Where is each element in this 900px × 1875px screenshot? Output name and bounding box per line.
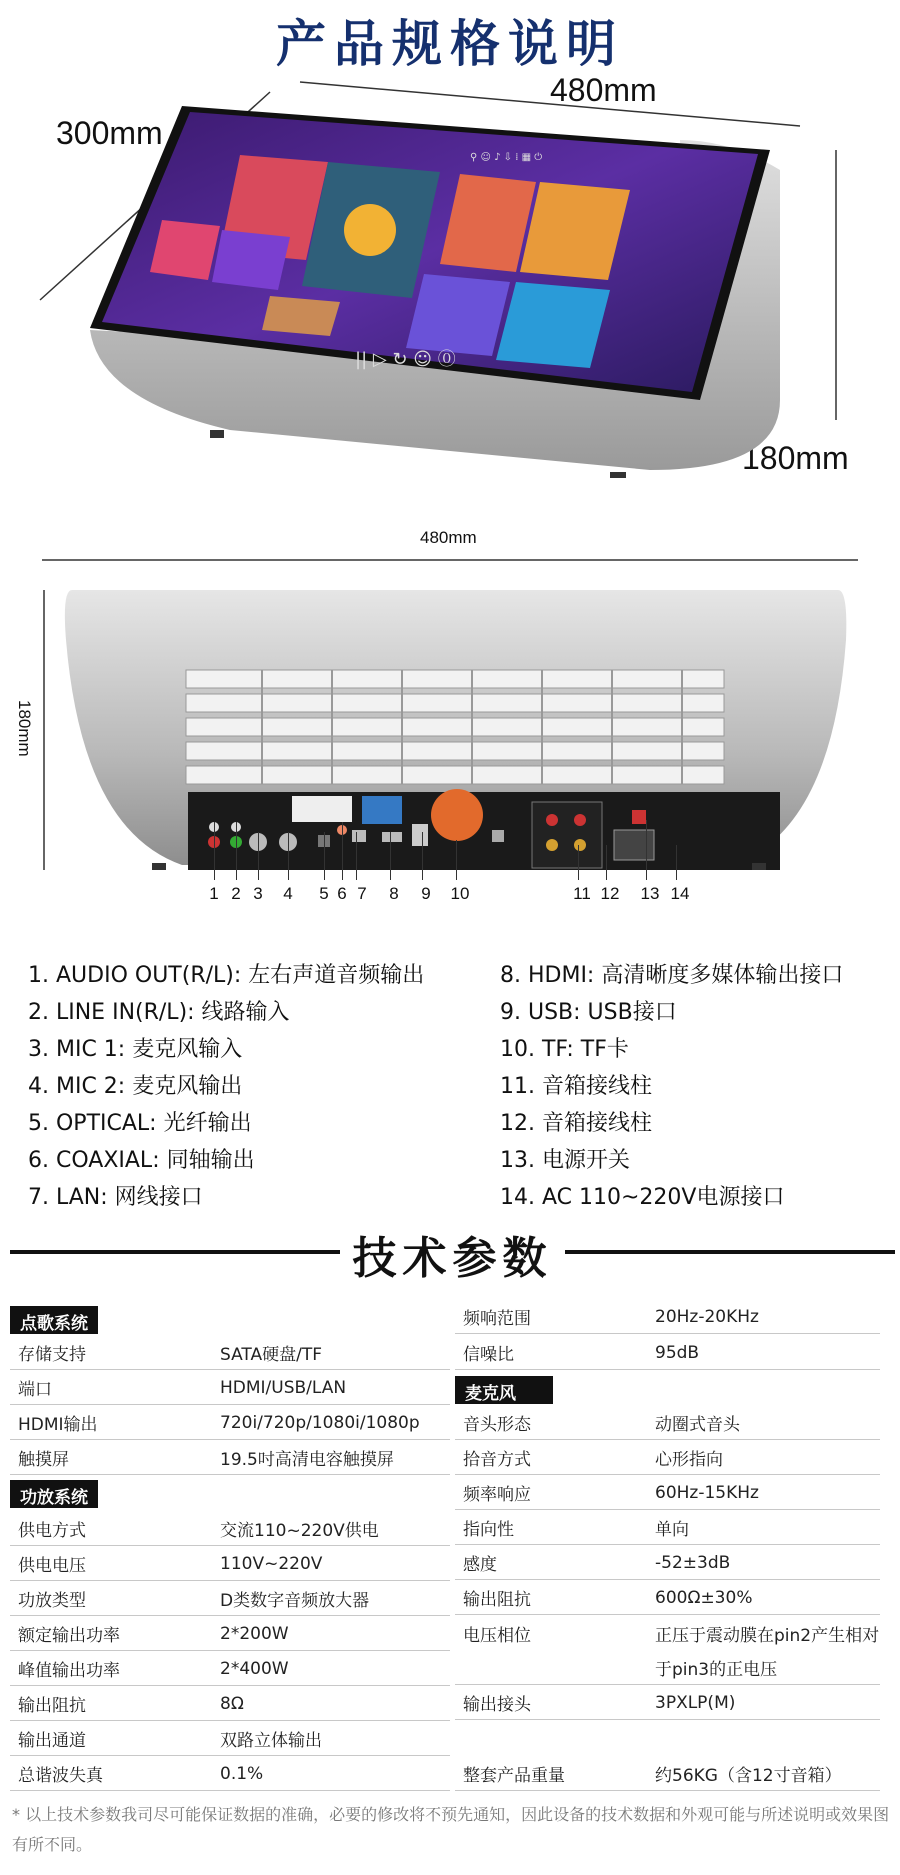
spec-key: 指向性 bbox=[463, 1520, 514, 1540]
spec-key: 存储支持 bbox=[18, 1345, 86, 1365]
port-number: 4 bbox=[283, 884, 293, 903]
spec-key: 峰值输出功率 bbox=[18, 1661, 120, 1681]
table-row bbox=[455, 1336, 880, 1370]
table-row bbox=[10, 1336, 450, 1370]
footnote: * 以上技术参数我司尽可能保证数据的准确，必要的修改将不预先通知，因此设备的技术数据和外观可能与所述说明或效果图有所不同。 bbox=[12, 1805, 890, 1854]
spec-key: 输出阻抗 bbox=[463, 1590, 531, 1610]
table-row bbox=[10, 1617, 450, 1651]
spec-value: 720i/720p/1080i/1080p bbox=[220, 1412, 420, 1433]
spec-key: 输出接头 bbox=[463, 1695, 531, 1715]
spec-key: 电压相位 bbox=[463, 1625, 531, 1646]
table-row bbox=[10, 1371, 450, 1405]
feature-item: 8. HDMI: 高清晰度多媒体输出接口 bbox=[500, 963, 844, 988]
spec-value: 60Hz-15KHz bbox=[655, 1482, 759, 1503]
spec-value: 心形指向 bbox=[655, 1450, 723, 1470]
spec-value: 95dB bbox=[655, 1342, 700, 1363]
table-row bbox=[10, 1722, 450, 1756]
leader-12 bbox=[606, 845, 607, 880]
table-row bbox=[455, 1721, 880, 1755]
table-row bbox=[10, 1441, 450, 1475]
section-title: 技术参数 bbox=[352, 1233, 553, 1284]
spec-value: 110V~220V bbox=[220, 1553, 323, 1574]
feature-item: 6. COAXIAL: 同轴输出 bbox=[28, 1148, 255, 1173]
spec-value: 19.5吋高清电容触摸屏 bbox=[220, 1450, 394, 1470]
table-row bbox=[455, 1581, 880, 1615]
back-width-label: 480mm bbox=[420, 528, 477, 547]
spec-value: 8Ω bbox=[220, 1693, 244, 1714]
spec-value: 2*200W bbox=[220, 1623, 289, 1644]
leader-10 bbox=[456, 840, 457, 880]
table-row bbox=[455, 1441, 880, 1475]
feature-item: 14. AC 110~220V电源接口 bbox=[500, 1185, 785, 1210]
feature-item: 2. LINE IN(R/L): 线路输入 bbox=[28, 1000, 290, 1025]
spec-value: -52±3dB bbox=[655, 1552, 731, 1573]
front-width-label: 480mm bbox=[550, 72, 657, 108]
port-number: 9 bbox=[421, 884, 431, 903]
table-row bbox=[10, 1582, 450, 1616]
category-label: 点歌系统 bbox=[10, 1306, 98, 1334]
svg-text:|| ▷ ↻ ☺ ⓪: || ▷ ↻ ☺ ⓪ bbox=[355, 349, 456, 370]
table-row bbox=[10, 1547, 450, 1581]
leader-1 bbox=[214, 822, 215, 880]
table-row bbox=[455, 1476, 880, 1510]
table-row bbox=[455, 1300, 880, 1334]
divider bbox=[565, 1250, 895, 1254]
spec-key: 总谐波失真 bbox=[18, 1766, 103, 1786]
spec-value: 双路立体输出 bbox=[220, 1731, 322, 1751]
table-row bbox=[10, 1757, 450, 1791]
spec-key: 供电方式 bbox=[18, 1521, 86, 1541]
spec-value: 3PXLP(M) bbox=[655, 1692, 736, 1713]
spec-key: 音头形态 bbox=[463, 1415, 531, 1435]
table-row bbox=[455, 1616, 880, 1650]
port-number: 2 bbox=[231, 884, 241, 903]
spec-value: 交流110~220V供电 bbox=[220, 1521, 379, 1541]
spec-key: 整套产品重量 bbox=[463, 1766, 565, 1786]
port-number: 1 bbox=[209, 884, 219, 903]
spec-key: 端口 bbox=[18, 1380, 52, 1400]
leader-6 bbox=[342, 822, 343, 880]
port-number: 11 bbox=[573, 884, 591, 903]
port-number: 6 bbox=[337, 884, 347, 903]
port-number: 14 bbox=[670, 884, 690, 903]
table-row bbox=[10, 1512, 450, 1546]
category-label: 麦克风 bbox=[455, 1376, 553, 1404]
table-row bbox=[455, 1406, 880, 1440]
spec-key: 频响范围 bbox=[463, 1309, 531, 1329]
spec-value: 单向 bbox=[655, 1520, 689, 1540]
spec-key: 输出通道 bbox=[18, 1731, 86, 1751]
spec-key: 频率响应 bbox=[463, 1485, 531, 1505]
spec-key: 拾音方式 bbox=[463, 1450, 531, 1470]
front-depth-label: 300mm bbox=[56, 115, 163, 151]
table-row bbox=[455, 1651, 880, 1685]
spec-key: 功放类型 bbox=[18, 1591, 86, 1611]
port-number: 13 bbox=[640, 884, 660, 903]
spec-value: 600Ω±30% bbox=[655, 1587, 753, 1608]
back-height-label: 180mm bbox=[15, 700, 34, 757]
feature-item: 5. OPTICAL: 光纤输出 bbox=[28, 1111, 252, 1136]
spec-value: 20Hz-20KHz bbox=[655, 1306, 759, 1327]
port-number: 5 bbox=[319, 884, 329, 903]
leader-3 bbox=[258, 832, 259, 880]
divider bbox=[10, 1250, 340, 1254]
leader-9 bbox=[422, 832, 423, 880]
table-row bbox=[455, 1686, 880, 1720]
spec-value: SATA硬盘/TF bbox=[220, 1345, 322, 1365]
leader-2 bbox=[236, 822, 237, 880]
spec-value: 2*400W bbox=[220, 1658, 289, 1679]
feature-item: 9. USB: USB接口 bbox=[500, 1000, 677, 1025]
feature-item: 10. TF: TF卡 bbox=[500, 1037, 629, 1062]
spec-value: 0.1% bbox=[220, 1763, 264, 1784]
table-row bbox=[10, 1687, 450, 1721]
spec-key: 输出阻抗 bbox=[18, 1696, 86, 1716]
page-title: 产品规格说明 bbox=[276, 15, 624, 73]
feature-item: 7. LAN: 网线接口 bbox=[28, 1185, 203, 1210]
leader-13 bbox=[646, 820, 647, 880]
device-front-image bbox=[90, 100, 790, 480]
table-row bbox=[10, 1652, 450, 1686]
table-row bbox=[10, 1406, 450, 1440]
spec-value: 约56KG（含12寸音箱） bbox=[655, 1766, 842, 1786]
feature-item: 4. MIC 2: 麦克风输出 bbox=[28, 1074, 243, 1099]
leader-5 bbox=[324, 832, 325, 880]
spec-value: 正压于震动膜在pin2产生相对 bbox=[655, 1625, 880, 1646]
table-row bbox=[455, 1757, 880, 1791]
leader-11 bbox=[578, 845, 579, 880]
port-number: 8 bbox=[389, 884, 399, 903]
leader-14 bbox=[676, 845, 677, 880]
feature-item: 12. 音箱接线柱 bbox=[500, 1111, 652, 1136]
leader-4 bbox=[288, 832, 289, 880]
spec-key: 感度 bbox=[463, 1555, 497, 1575]
device-back-image bbox=[62, 580, 848, 870]
spec-value: D类数字音频放大器 bbox=[220, 1591, 370, 1611]
port-number: 3 bbox=[253, 884, 263, 903]
port-number: 10 bbox=[450, 884, 470, 903]
port-number: 12 bbox=[600, 884, 620, 903]
spec-key: 供电电压 bbox=[18, 1556, 86, 1576]
feature-item: 13. 电源开关 bbox=[500, 1148, 630, 1173]
spec-key: 额定输出功率 bbox=[18, 1626, 120, 1646]
category-label: 功放系统 bbox=[10, 1480, 98, 1508]
table-row bbox=[455, 1546, 880, 1580]
front-height-label: 180mm bbox=[742, 440, 849, 476]
table-row bbox=[455, 1511, 880, 1545]
leader-7 bbox=[356, 832, 357, 880]
spec-key: HDMI输出 bbox=[18, 1415, 98, 1435]
spec-value: HDMI/USB/LAN bbox=[220, 1377, 347, 1398]
port-number: 7 bbox=[357, 884, 367, 903]
feature-item: 1. AUDIO OUT(R/L): 左右声道音频输出 bbox=[28, 963, 425, 988]
leader-8 bbox=[390, 832, 391, 880]
feature-item: 11. 音箱接线柱 bbox=[500, 1074, 652, 1099]
spec-key: 信噪比 bbox=[463, 1345, 514, 1365]
spec-heading-block bbox=[0, 1222, 900, 1282]
svg-text:⚲ ☺ ♪ ⇩ ⁞ ▦ ⏻: ⚲ ☺ ♪ ⇩ ⁞ ▦ ⏻ bbox=[470, 152, 543, 163]
feature-item: 3. MIC 1: 麦克风输入 bbox=[28, 1037, 243, 1062]
spec-value: 动圈式音头 bbox=[655, 1415, 740, 1435]
spec-key: 触摸屏 bbox=[18, 1450, 69, 1470]
spec-value: 于pin3的正电压 bbox=[655, 1660, 778, 1680]
